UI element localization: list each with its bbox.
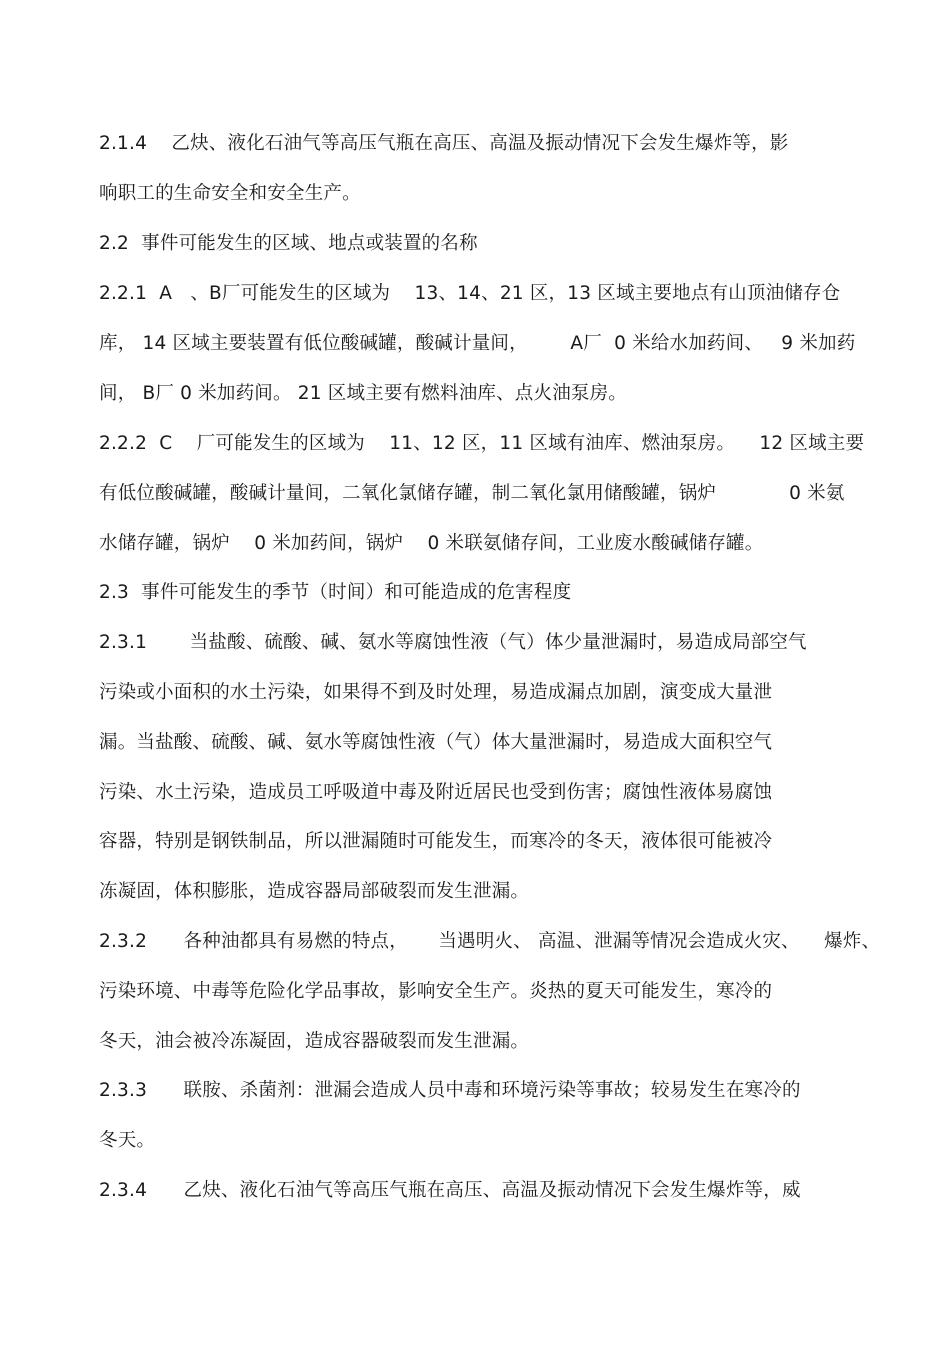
text-line: 冬天，油会被冷冻凝固，造成容器破裂而发生泄漏。	[99, 1031, 530, 1052]
text-line: 2.2.1 A 、B厂可能发生的区域为 13、14、21 区，13 区域主要地点有山顶油储存仓	[99, 283, 841, 304]
text-line: 污染环境、中毒等危险化学品事故，影响安全生产。炎热的夏天可能发生，寒冷的	[99, 981, 773, 1002]
text-line: 漏。当盐酸、硫酸、碱、氨水等腐蚀性液（气）体大量泄漏时，易造成大面积空气	[99, 732, 773, 753]
text-line: 污染、水土污染，造成员工呼吸道中毒及附近居民也受到伤害；腐蚀性液体易腐蚀	[99, 782, 773, 803]
text-line: 间， B厂 0 米加药间。 21 区域主要有燃料油库、点火油泵房。	[99, 383, 628, 404]
text-line: 冻凝固，体积膨胀，造成容器局部破裂而发生泄漏。	[99, 881, 530, 902]
section-heading: 2.2 事件可能发生的区域、地点或装置的名称	[99, 233, 478, 254]
text-line: 2.1.4 乙炔、液化石油气等高压气瓶在高压、高温及振动情况下会发生爆炸等，影	[99, 133, 789, 154]
text-line: 响职工的生命安全和安全生产。	[99, 183, 361, 204]
text-line: 2.3.2 各种油都具有易燃的特点， 当遇明火、 高温、泄漏等情况会造成火灾、 爆炸、	[99, 931, 881, 952]
text-line: 库， 14 区域主要装置有低位酸碱罐，酸碱计量间， A厂 0 米给水加药间、 9 米加药	[99, 333, 856, 354]
text-line: 2.2.2 C 厂可能发生的区域为 11、12 区，11 区域有油库、燃油泵房。 12 区域主要	[99, 433, 865, 454]
section-heading: 2.3 事件可能发生的季节（时间）和可能造成的危害程度	[99, 582, 572, 603]
text-line: 有低位酸碱罐，酸碱计量间，二氧化氯储存罐，制二氧化氯用储酸罐，锅炉 0 米氨	[99, 483, 845, 504]
text-line: 2.3.3 联胺、杀菌剂：泄漏会造成人员中毒和环境污染等事故；较易发生在寒冷的	[99, 1080, 801, 1101]
text-line: 水储存罐，锅炉 0 米加药间，锅炉 0 米联氨储存间，工业废水酸碱储存罐。	[99, 533, 764, 554]
text-line: 2.3.1 当盐酸、硫酸、碱、氨水等腐蚀性液（气）体少量泄漏时，易造成局部空气	[99, 632, 807, 653]
text-line: 2.3.4 乙炔、液化石油气等高压气瓶在高压、高温及振动情况下会发生爆炸等，威	[99, 1180, 801, 1201]
text-line: 容器，特别是钢铁制品，所以泄漏随时可能发生，而寒冷的冬天，液体很可能被冷	[99, 831, 773, 852]
text-line: 污染或小面积的水土污染，如果得不到及时处理，易造成漏点加剧，演变成大量泄	[99, 682, 773, 703]
text-line: 冬天。	[99, 1130, 156, 1151]
